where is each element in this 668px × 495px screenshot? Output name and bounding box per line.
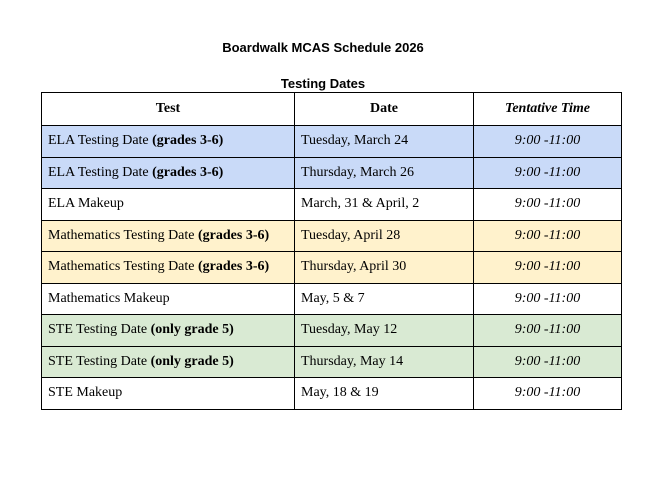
grade-note: (only grade 5): [150, 322, 234, 338]
grade-note: (grades 3-6): [198, 227, 270, 243]
test-cell: Mathematics Makeup: [42, 283, 295, 315]
date-cell: Tuesday, March 24: [295, 126, 474, 158]
table-row: [42, 126, 622, 158]
test-cell: ELA Makeup: [42, 189, 295, 221]
date-cell: Tuesday, April 28: [295, 220, 474, 252]
table-row: [42, 315, 622, 347]
test-cell: Mathematics Testing Date (grades 3-6): [42, 220, 295, 252]
test-cell: ELA Testing Date (grades 3-6): [42, 126, 295, 158]
time-cell: 9:00 -11:00: [474, 189, 622, 221]
grade-note: (grades 3-6): [198, 259, 270, 275]
testing-dates-table: [41, 92, 622, 410]
table-header-row: [42, 93, 622, 126]
test-cell: ELA Testing Date (grades 3-6): [42, 157, 295, 189]
test-cell: STE Testing Date (only grade 5): [42, 346, 295, 378]
time-cell: 9:00 -11:00: [474, 283, 622, 315]
header-test: Test: [42, 93, 295, 126]
date-cell: Thursday, April 30: [295, 252, 474, 284]
date-cell: May, 18 & 19: [295, 378, 474, 410]
date-cell: Thursday, March 26: [295, 157, 474, 189]
time-cell: 9:00 -11:00: [474, 126, 622, 158]
table-row: [42, 283, 622, 315]
table-row: [42, 220, 622, 252]
time-cell: 9:00 -11:00: [474, 220, 622, 252]
table-row: [42, 252, 622, 284]
time-cell: 9:00 -11:00: [474, 157, 622, 189]
time-cell: 9:00 -11:00: [474, 315, 622, 347]
table-row: [42, 157, 622, 189]
grade-note: (grades 3-6): [152, 133, 224, 149]
test-cell: STE Makeup: [42, 378, 295, 410]
time-cell: 9:00 -11:00: [474, 346, 622, 378]
table-row: [42, 189, 622, 221]
header-date: Date: [295, 93, 474, 126]
time-cell: 9:00 -11:00: [474, 378, 622, 410]
table-title: Testing Dates: [280, 76, 366, 91]
date-cell: Thursday, May 14: [295, 346, 474, 378]
test-cell: STE Testing Date (only grade 5): [42, 315, 295, 347]
grade-note: (grades 3-6): [152, 164, 224, 180]
header-tentative-time: Tentative Time: [474, 93, 622, 126]
test-cell: Mathematics Testing Date (grades 3-6): [42, 252, 295, 284]
page-title: Boardwalk MCAS Schedule 2026: [222, 40, 424, 55]
table-row: [42, 346, 622, 378]
time-cell: 9:00 -11:00: [474, 252, 622, 284]
date-cell: Tuesday, May 12: [295, 315, 474, 347]
table-row: [42, 378, 622, 410]
date-cell: May, 5 & 7: [295, 283, 474, 315]
grade-note: (only grade 5): [150, 353, 234, 369]
date-cell: March, 31 & April, 2: [295, 189, 474, 221]
